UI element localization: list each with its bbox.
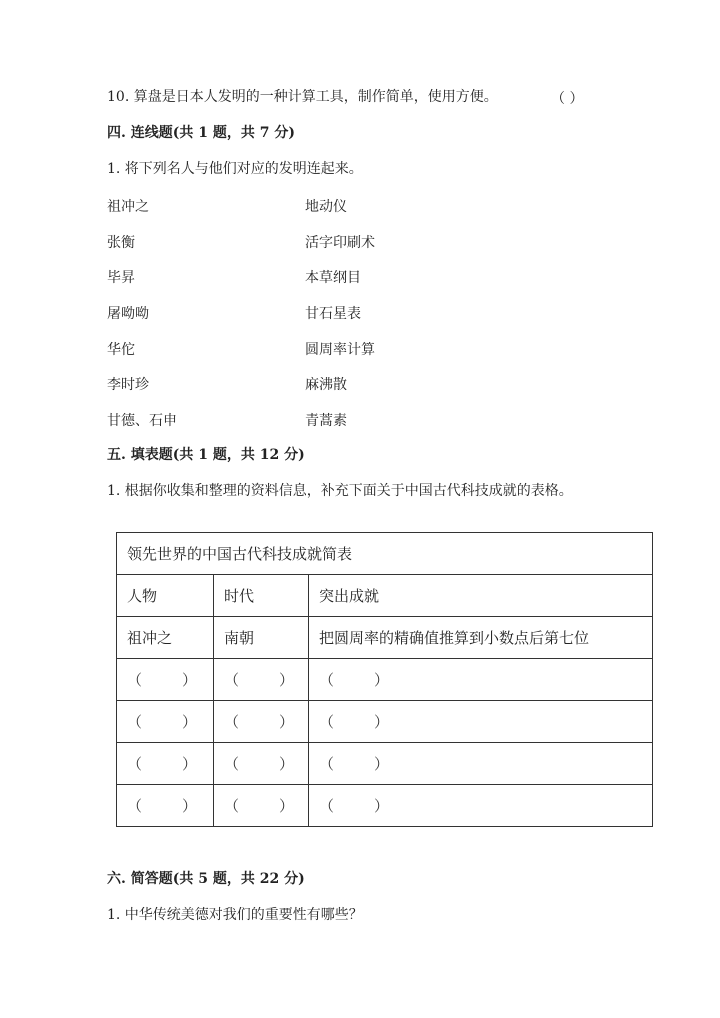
blank-cell[interactable]: （ ） (117, 659, 214, 701)
section-6-heading: 六. 简答题(共 5 题，共 22 分) (107, 871, 305, 887)
matching-left-item[interactable]: 张衡 (107, 235, 135, 251)
section-5-heading: 五. 填表题(共 1 题，共 12 分) (107, 447, 305, 463)
matching-right-item[interactable]: 圆周率计算 (305, 342, 375, 358)
table-example-person: 祖冲之 (117, 617, 214, 659)
blank-cell[interactable]: （ ） (309, 701, 653, 743)
blank-cell[interactable]: （ ） (309, 785, 653, 827)
blank-cell[interactable]: （ ） (117, 785, 214, 827)
blank-cell[interactable]: （ ） (117, 743, 214, 785)
table-row (117, 785, 653, 827)
section-4-heading: 四. 连线题(共 1 题，共 7 分) (107, 125, 295, 141)
table-header-person: 人物 (117, 575, 214, 617)
matching-right-item[interactable]: 麻沸散 (305, 377, 347, 393)
table-row (117, 659, 653, 701)
table-row (117, 701, 653, 743)
question-10-answer-blank[interactable]: （ ） (551, 91, 584, 107)
matching-left-item[interactable]: 毕昇 (107, 270, 135, 286)
matching-right-item[interactable]: 活字印刷术 (305, 235, 375, 251)
table-example-achievement: 把圆周率的精确值推算到小数点后第七位 (309, 617, 653, 659)
blank-cell[interactable]: （ ） (214, 743, 309, 785)
matching-left-item[interactable]: 李时珍 (107, 377, 149, 393)
section-6-question: 1. 中华传统美德对我们的重要性有哪些？ (107, 907, 363, 923)
question-10-text: 10. 算盘是日本人发明的一种计算工具，制作简单，使用方便。 (107, 89, 498, 105)
blank-cell[interactable]: （ ） (309, 659, 653, 701)
table-header-era: 时代 (214, 575, 309, 617)
blank-cell[interactable]: （ ） (214, 701, 309, 743)
blank-cell[interactable]: （ ） (214, 659, 309, 701)
blank-cell[interactable]: （ ） (309, 743, 653, 785)
table-title: 领先世界的中国古代科技成就简表 (117, 533, 653, 575)
section-5-question: 1. 根据你收集和整理的资料信息，补充下面关于中国古代科技成就的表格。 (107, 483, 573, 499)
matching-right-item[interactable]: 甘石星表 (305, 306, 361, 322)
section-4-question: 1. 将下列名人与他们对应的发明连起来。 (107, 161, 363, 177)
table-example-era: 南朝 (214, 617, 309, 659)
table-row (117, 743, 653, 785)
matching-left-item[interactable]: 祖冲之 (107, 199, 149, 215)
blank-cell[interactable]: （ ） (214, 785, 309, 827)
matching-left-item[interactable]: 屠呦呦 (107, 306, 149, 322)
table-header-achievement: 突出成就 (309, 575, 653, 617)
science-achievement-table (116, 532, 653, 827)
matching-right-item[interactable]: 地动仪 (305, 199, 347, 215)
matching-left-item[interactable]: 华佗 (107, 342, 135, 358)
blank-cell[interactable]: （ ） (117, 701, 214, 743)
matching-right-item[interactable]: 本草纲目 (305, 270, 361, 286)
matching-right-item[interactable]: 青蒿素 (305, 413, 347, 429)
matching-left-item[interactable]: 甘德、石申 (107, 413, 177, 429)
